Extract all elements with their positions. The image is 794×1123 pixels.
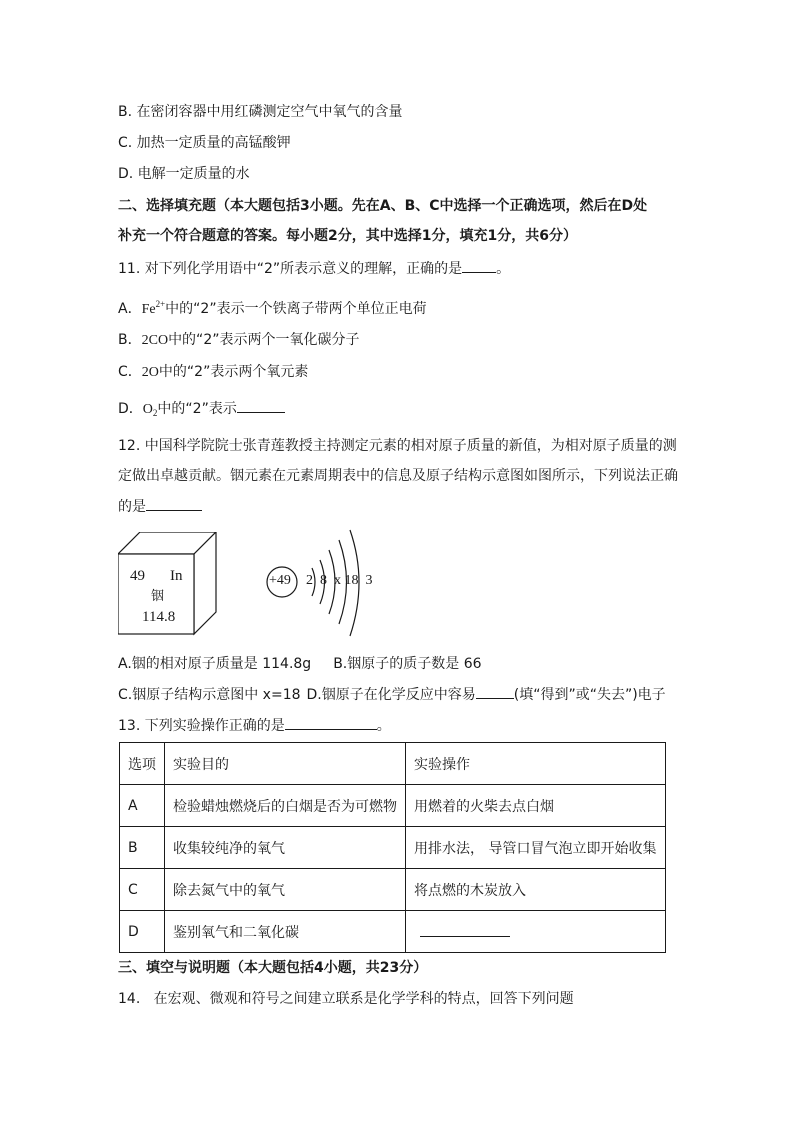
atom-structure-diagram (262, 528, 392, 644)
q10-option-d: D. 电解一定质量的水 (118, 166, 250, 182)
q11-option-a (118, 294, 427, 320)
row-d-answer-blank[interactable] (420, 922, 510, 937)
q10-option-c: C. 加热一定质量的高锰酸钾 (118, 135, 291, 151)
q11-stem (118, 258, 510, 279)
section3-title: 三、填空与说明题（本大题包括4小题，共23分） (118, 960, 428, 976)
header-operation: 实验操作 (406, 743, 666, 785)
table-row (120, 785, 666, 827)
q12-d-blank[interactable] (476, 684, 514, 699)
row-c-operation: 将点燃的木炭放入 (406, 869, 666, 911)
q12-line3 (118, 496, 202, 517)
q11-c-text: 中的“2”表示两个氧元素 (158, 364, 309, 380)
row-a-option: A (120, 785, 165, 827)
q11-a-charge: 2+ (155, 299, 166, 309)
q11-d-blank[interactable] (237, 398, 285, 413)
table-row (120, 911, 666, 953)
element-card-indium (118, 532, 218, 640)
q11-d-formula: O (142, 402, 153, 417)
q12-option-b: B.铟原子的质子数是 66 (333, 656, 482, 672)
q12-options-cd (118, 684, 666, 705)
table-header-row (120, 743, 666, 785)
q11-option-d (118, 398, 285, 423)
atom-shell-electrons: 2 8 x 18 3 (306, 573, 373, 588)
q11-c-prefix: C． (118, 364, 142, 380)
section2-title-line2: 补充一个符合题意的答案。每小题2分，其中选择1分，填充1分，共6分） (118, 228, 577, 244)
row-a-operation: 用燃着的火柴去点白烟 (406, 785, 666, 827)
row-b-purpose: 收集较纯净的氧气 (165, 827, 406, 869)
q12-option-c: C.铟原子结构示意图中 x=18 (118, 687, 301, 703)
q11-stem-end: 。 (496, 261, 511, 277)
q11-b-prefix: B． (118, 332, 142, 348)
q10-option-b: B. 在密闭容器中用红磷测定空气中氧气的含量 (118, 104, 403, 120)
q13-stem-text: 13. 下列实验操作正确的是 (118, 718, 285, 734)
q11-d-subscript: 2 (152, 408, 158, 418)
q11-d-prefix: D． (118, 401, 143, 417)
header-purpose: 实验目的 (165, 743, 406, 785)
q11-c-formula: 2O (141, 365, 159, 380)
q12-line2: 定做出卓越贡献。铟元素在元素周期表中的信息及原子结构示意图如图所示，下列说法正确 (118, 468, 678, 484)
row-d-purpose: 鉴别氧气和二氧化碳 (165, 911, 406, 953)
element-atomic-number: 49 (130, 568, 145, 584)
q11-b-text: 中的“2”表示两个一氧化碳分子 (168, 332, 360, 348)
q12-answer-blank[interactable] (146, 496, 202, 511)
row-c-purpose: 除去氮气中的氧气 (165, 869, 406, 911)
q13-stem (118, 715, 391, 736)
row-d-option: D (120, 911, 165, 953)
q11-option-b (118, 330, 359, 351)
q12-line3-text: 的是 (118, 499, 146, 515)
row-b-option: B (120, 827, 165, 869)
row-a-purpose: 检验蜡烛燃烧后的白烟是否为可燃物 (165, 785, 406, 827)
element-atomic-mass: 114.8 (142, 609, 176, 625)
row-c-option: C (120, 869, 165, 911)
element-name: 铟 (151, 589, 165, 604)
q12-option-d-part1: D.铟原子在化学反应中容易 (306, 687, 476, 703)
table-row (120, 869, 666, 911)
q11-a-formula: Fe (141, 302, 156, 317)
row-b-operation: 用排水法， 导管口冒气泡立即开始收集 (406, 827, 666, 869)
row-d-operation (406, 911, 666, 953)
q11-b-formula: 2CO (141, 333, 169, 348)
q11-a-text: 中的“2”表示一个铁离子带两个单位正电荷 (165, 301, 427, 317)
q11-option-c (118, 362, 308, 383)
q11-a-prefix: A． (118, 301, 142, 317)
q12-option-d-part2: (填“得到”或“失去”)电子 (513, 687, 666, 703)
q13-stem-end: 。 (376, 718, 391, 734)
q12-option-a: A.铟的相对原子质量是 114.8g (118, 656, 312, 672)
header-option: 选项 (120, 743, 165, 785)
q12-options-ab (118, 654, 482, 674)
q11-d-text: 中的“2”表示 (157, 401, 237, 417)
q13-table (119, 742, 666, 953)
q11-answer-blank[interactable] (462, 258, 496, 273)
q11-stem-text: 11. 对下列化学用语中“2”所表示意义的理解，正确的是 (118, 261, 463, 277)
q13-answer-blank[interactable] (285, 715, 377, 730)
table-row (120, 827, 666, 869)
q12-line1: 12. 中国科学院院士张青莲教授主持测定元素的相对原子质量的新值，为相对原子质量的测 (118, 438, 677, 454)
atom-nucleus-charge: +49 (269, 573, 291, 588)
q14-stem: 14. 在宏观、微观和符号之间建立联系是化学学科的特点，回答下列问题 (118, 991, 574, 1007)
section2-title-line1: 二、选择填充题（本大题包括3小题。先在A、B、C中选择一个正确选项，然后在D处 (118, 198, 648, 214)
element-symbol: In (170, 568, 183, 584)
